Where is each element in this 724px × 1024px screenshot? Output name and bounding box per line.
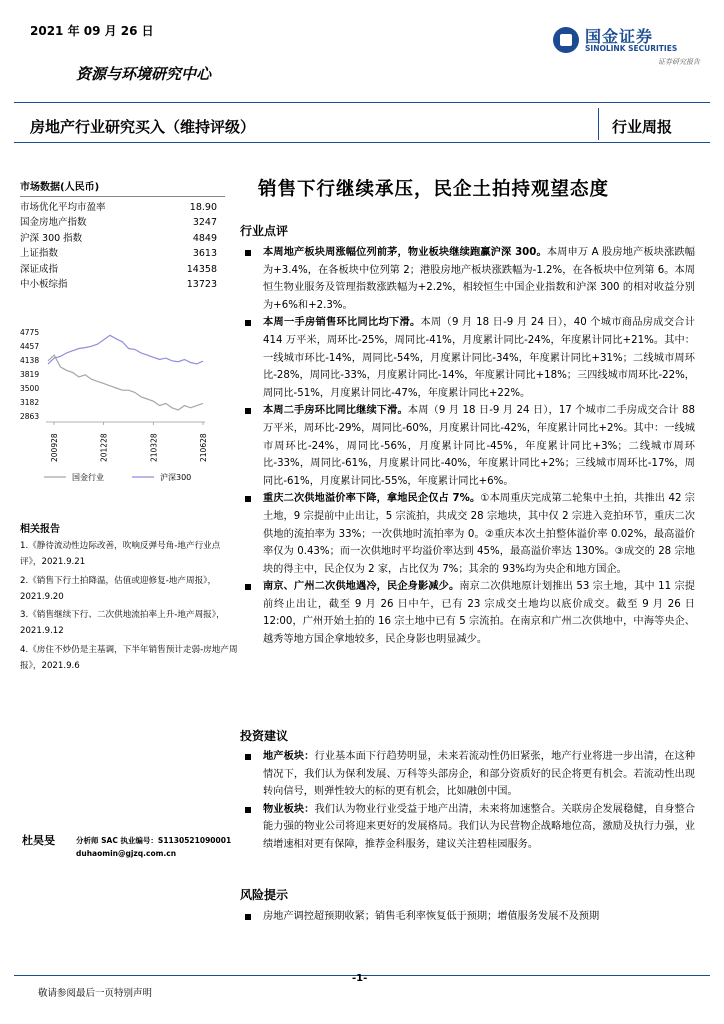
index-chart-svg [20, 320, 225, 488]
divider-top [14, 102, 710, 103]
related-report-item[interactable]: 4.《房住不炒仍是主基调，下半年销售预计走弱-房地产周报》，2021.9.6 [20, 644, 238, 672]
logo-subtitle: 证券研究报告 [658, 58, 700, 66]
market-data-row [20, 246, 225, 261]
market-data-row [20, 277, 225, 292]
risk-bullet: 房地产调控超预期收紧；销售毛利率恢复低于预期；增值服务发展不及预期 [243, 908, 695, 926]
author-email[interactable]: duhaomin@gjzq.com.cn [76, 849, 177, 858]
market-data-title: 市场数据(人民币) [20, 182, 100, 193]
divider-bottom [14, 142, 710, 143]
invest-body [243, 748, 695, 854]
index-chart [20, 320, 225, 488]
y-tick-label: 2863 [20, 412, 40, 421]
related-reports-title: 相关报告 [20, 524, 60, 535]
market-data-panel [20, 178, 225, 292]
market-data-row [20, 231, 225, 246]
x-tick-label: 210328 [149, 433, 159, 462]
invest-bullet-2: 物业板块：我们认为物业行业受益于地产出清，未来将加速整合。关联房企发展稳健，自身整合能力强的物业公司将迎来更好的发展格局。我们认为民营物企战略地位高，激励及执行力强，业绩增速相对更有保障，推荐金科服务，建议关注碧桂园服务。 [243, 801, 695, 854]
legend-label: 国金行业 [72, 473, 104, 482]
logo-name-en: SINOLINK SECURITIES [585, 44, 678, 53]
market-data-value: 3613 [192, 248, 217, 260]
headline: 销售下行继续承压，民企土拍持观望态度 [258, 179, 610, 200]
footer-note: 敬请参阅最后一页特别声明 [38, 988, 153, 999]
related-report-item[interactable]: 3.《销售继续下行、二次供地流拍率上升-地产周报》，2021.9.12 [20, 610, 225, 637]
y-tick-label: 4775 [20, 328, 40, 337]
bullet-2: 本周一手房销售环比同比均下滑。本周（9 月 18 日-9 月 24 日），40 个城市商品房成交合计 414 万平米，周环比-25%，周同比-41%，月度累计同比-24%，年度累计同比+21%。其中：一线城市环比-14%，周同比-54%，月度累计同比-34%，年度累计同比+31%；二线城市周环比-28%，周同比-33%，月度累计同比-14%，年度累计同比+18%；三四线城市周环比-22%，周同比-51%，月度累计同比-47%，年度累计同比+22%。 [243, 314, 695, 402]
divider-vertical [598, 108, 599, 140]
market-data-label: 深证成指 [20, 263, 59, 275]
market-data-row [20, 262, 225, 277]
author-name: 杜昊旻 [22, 834, 55, 847]
market-data-rows [20, 200, 225, 292]
bullet-3: 本周二手房环比同比继续下滑。本周（9 月 18 日-9 月 24 日），17 个城市二手房成交合计 88 万平米，周环比-29%，周同比-60%，月度累计同比-42%，年度累计同比+2%。其中：一线城市周环比-24%，周同比-56%，月度累计同比-45%，年度累计同比+3%；二线城市周环比-33%，周同比-61%，月度累计同比-40%，年度累计同比+2%；三线城市周环比-17%，周同比-61%，月度累计同比-55%，年度累计同比+6%。 [243, 402, 695, 490]
series-line-1 [48, 335, 203, 364]
related-report-item[interactable]: 1.《静待流动性边际改善，吹响反弹号角-地产行业点评》，2021.9.21 [20, 541, 221, 568]
market-data-label: 市场优化平均市盈率 [20, 202, 106, 213]
company-logo [553, 24, 703, 70]
market-data-label: 中小板综指 [20, 278, 68, 290]
related-report-item[interactable]: 2.《销售下行土拍降温，估值或迎修复-地产周报》，2021.9.20 [20, 575, 217, 602]
y-tick-label: 3182 [20, 398, 40, 407]
comment-body [243, 244, 695, 649]
market-data-value: 3247 [192, 217, 217, 229]
x-tick-label: 210628 [199, 433, 208, 462]
market-data-label: 国金房地产指数 [20, 217, 87, 229]
author-info [76, 834, 231, 860]
bullet-5: 南京、广州二次供地遇冷，民企身影减少。南京二次供地原计划推出 53 宗土地，其中 11 宗提前终止出让，截至 9 月 26 日中午，已有 23 宗成交土地均以底价成交。截至 9 月 26 日 12:00，广州开始土拍的 16 宗土地中已有 5 宗流拍。在南京和广州二次供地中，中海等央企、越秀等地方国企拿地较多，民企身影也明显减少。 [243, 578, 695, 648]
y-tick-label: 3819 [20, 370, 40, 379]
report-type: 行业周报 [612, 118, 673, 136]
legend-label: 沪深300 [160, 473, 192, 482]
page-number: -1- [352, 973, 368, 984]
logo-name-cn: 国金证券 [585, 27, 654, 46]
invest-bullet-1: 地产板块：行业基本面下行趋势明显，未来若流动性仍旧紧张，地产行业将进一步出清，在这种情况下，我们认为保利发展、万科等头部房企，和部分资质好的民企将更有机会。若流动性出现转向信号，则弹性较大的标的更有机会，比如融创中国。 [243, 748, 695, 801]
market-data-row [20, 215, 225, 230]
y-tick-label: 4457 [20, 342, 40, 351]
market-data-row [20, 200, 225, 215]
market-data-value: 13723 [186, 278, 217, 290]
market-data-value: 18.90 [189, 202, 217, 213]
bullet-1: 本周地产板块周涨幅位列前茅，物业板块继续跑赢沪深 300。本周申万 A 股房地产板块涨跌幅为+3.4%，在各板块中位列第 2；港股房地产板块涨跌幅为-1.2%，在各板块中位列第 6。本周恒生物业服务及管理指数涨跌幅为+2.2%，相较恒生中国企业指数和沪深 300 的相对收益分别为+6%和+2.3%。 [243, 244, 695, 314]
section-risk-title: 风险提示 [240, 888, 289, 902]
market-data-label: 沪深 300 指数 [20, 232, 83, 244]
research-center: 资源与环境研究中心 [76, 65, 212, 83]
series-line-0 [48, 355, 203, 410]
x-tick-label: 200928 [50, 433, 59, 462]
y-tick-label: 3500 [20, 384, 40, 393]
y-tick-label: 4138 [20, 356, 40, 365]
author-sac: 分析师 SAC 执业编号：S1130521090001 [76, 836, 232, 845]
related-reports-list [20, 538, 238, 676]
section-invest-title: 投资建议 [240, 729, 289, 743]
logo-mark-icon [553, 27, 579, 53]
market-data-label: 上证指数 [20, 248, 59, 260]
market-data-value: 4849 [192, 232, 217, 244]
market-data-value: 14358 [186, 263, 217, 275]
market-data-divider [20, 196, 225, 197]
report-date: 2021 年 09 月 26 日 [30, 24, 154, 38]
report-title: 房地产行业研究买入（维持评级） [30, 118, 256, 136]
risk-body [243, 908, 695, 926]
x-tick-label: 201228 [99, 433, 109, 462]
bullet-4: 重庆二次供地溢价率下降，拿地民企仅占 7%。①本周重庆完成第二轮集中土拍，共推出 42 宗土地，9 宗提前中止出让，5 宗流拍，共成交 28 宗地块，其中仅 2 宗进入竞拍环节，重庆二次供地的流拍率为 33%；一次供地时流拍率为 0。②重庆本次土拍整体溢价率 0.02%，最高溢价率仅为 0.43%；而一次供地时平均溢价率达到 45%，最高溢价率达 130%。③成交的 28 宗地块的得主中，民企仅为 2 家，占比仅为 7%；其余的 93%均为央企和地方国企。 [243, 490, 695, 578]
section-comment-title: 行业点评 [240, 224, 289, 238]
